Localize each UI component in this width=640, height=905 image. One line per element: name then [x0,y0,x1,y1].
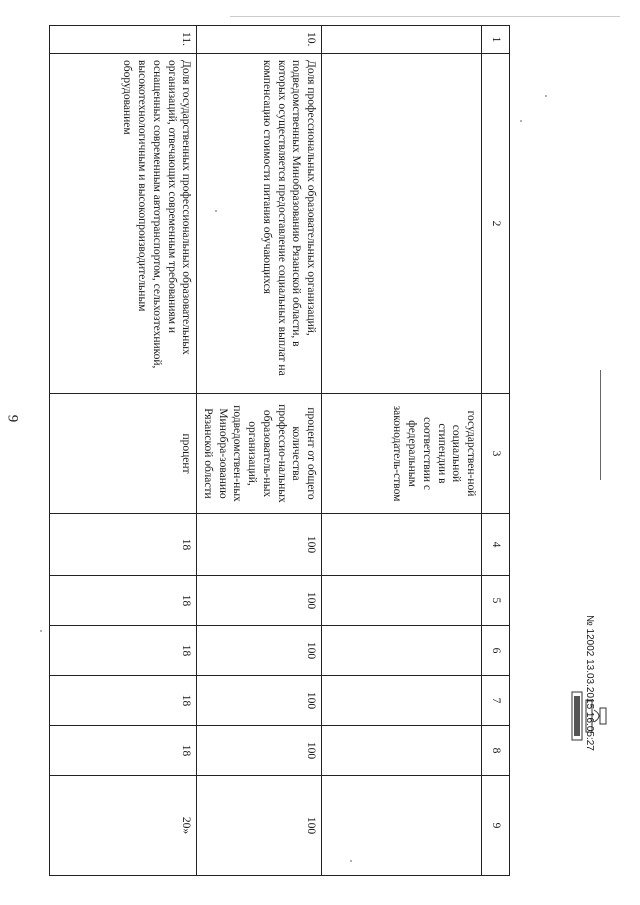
scan-speck [545,95,547,97]
indicator-name-cell: Доля государственных профессиональных образовательных организаций, отвечающих современным требованиям и оснащенных современным автотранспортом, сельхозтехникой, высокотехнологичным и высокопроизводительным оборудованием [50,54,197,394]
scan-speck [215,210,217,212]
value-cell: 18 [50,726,197,776]
unit-cell: процент от общего количества профессио-нальных образователь-ных организаций, подведомствен-ных Минобра-зованию Рязанской области [197,394,322,514]
value-cell [322,514,482,576]
indicator-table-wrapper [63,25,510,875]
table-row [322,26,482,876]
unit-cell: процент [50,394,197,514]
indicator-table [49,25,510,876]
value-cell: 18 [50,576,197,626]
table-row [197,26,322,876]
value-cell: 100 [197,726,322,776]
header-cell: 4 [482,514,510,576]
header-cell: 5 [482,576,510,626]
indicator-name-cell: Доля профессиональных образовательных организаций, подведомственных Минобразованию Рязанской области, в которых осуществляется предоставление социальных выплат на компенсацию стоимости питания обучающихся [197,54,322,394]
header-cell: 6 [482,626,510,676]
value-cell: 18 [50,626,197,676]
header-cell: 3 [482,394,510,514]
indicator-name-cell [322,54,482,394]
scan-speck [40,630,42,632]
row-number-cell: 11. [50,26,197,54]
header-cell: 1 [482,26,510,54]
value-cell: 100 [197,626,322,676]
header-cell: 2 [482,54,510,394]
value-cell: 18 [50,676,197,726]
page-number: 9 [4,414,21,423]
value-cell: 20» [50,776,197,876]
registration-number: № 12002 13.03.2015 16:05:27 [584,615,595,751]
value-cell [322,576,482,626]
row-number-cell: 10. [197,26,322,54]
scan-line [230,16,620,17]
value-cell [322,676,482,726]
value-cell: 18 [50,514,197,576]
table-header-row [482,26,510,876]
scan-line [600,370,601,480]
scan-speck [350,860,352,862]
value-cell [322,626,482,676]
header-cell: 7 [482,676,510,726]
row-number-cell [322,26,482,54]
value-cell: 100 [197,576,322,626]
unit-cell: государствен-ной социальной стипендии в соответствии с федеральным законодатель-ством [322,394,482,514]
value-cell [322,776,482,876]
header-cell: 9 [482,776,510,876]
value-cell [322,726,482,776]
header-cell: 8 [482,726,510,776]
scan-speck [520,120,522,122]
value-cell: 100 [197,676,322,726]
value-cell: 100 [197,514,322,576]
value-cell: 100 [197,776,322,876]
table-row [50,26,197,876]
